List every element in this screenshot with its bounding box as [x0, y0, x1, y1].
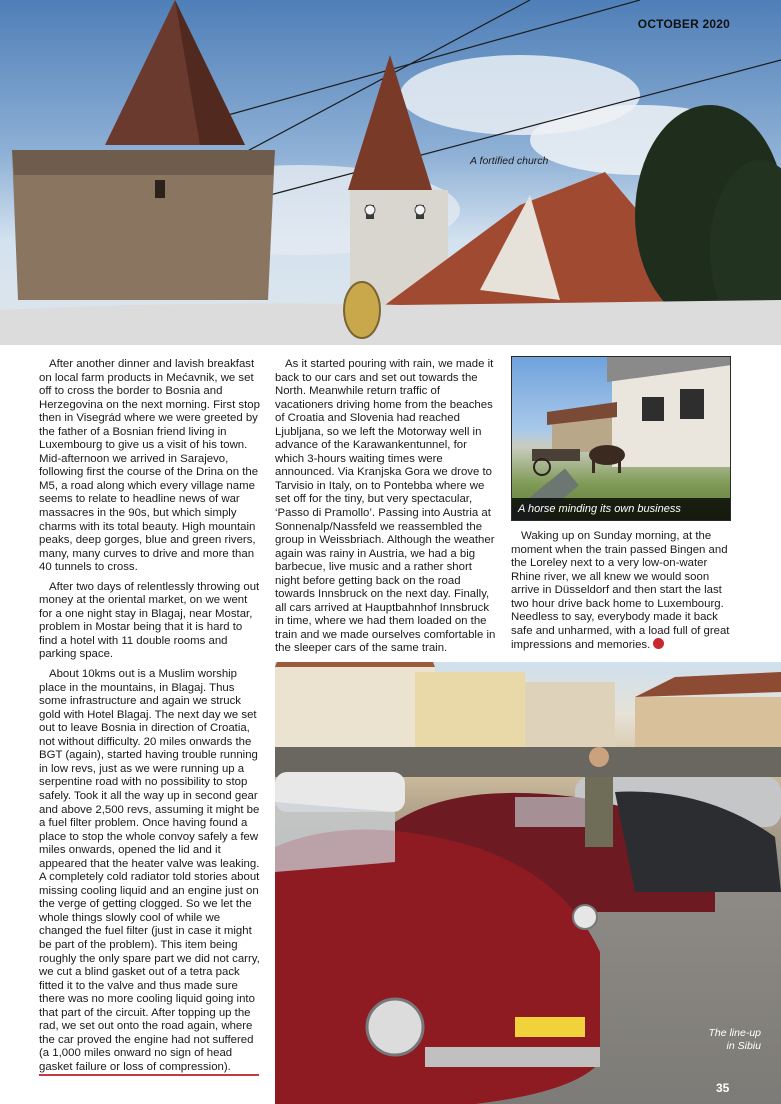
paragraph: After two days of relentlessly throwing out money at the oriental market, on we went for a one night stay in Blagaj, near Mostar, problem in Mostar being that it is hard to find a hotel with 11 double rooms and parking space.: [39, 580, 260, 661]
hero-illustration: [0, 0, 781, 345]
issue-date: OCTOBER 2020: [637, 17, 730, 31]
hero-photo-fortified-church: [0, 0, 781, 345]
horse-photo-caption: A horse minding its own business: [512, 498, 730, 520]
paragraph-text: Waking up on Sunday morning, at the moment when the train passed Bingen and the Loreley next to a very low-on-water Rhine river, we all knew we would soon arrive in Düsseldorf and then start the last two hour drive back home to Luxembourg. Needless to say, everybody made it back safe and unharmed, with a load full of great impressions and memories.: [511, 530, 730, 652]
article-end-mark-icon: [653, 638, 664, 649]
caption-line: The line-up: [708, 1027, 761, 1039]
article-column-3: [511, 530, 731, 659]
cars-photo-caption: [708, 1027, 761, 1053]
footer-divider: [39, 1074, 259, 1076]
hero-caption: A fortified church: [470, 155, 549, 167]
paragraph: About 10kms out is a Muslim worship place in the mountains, in Blagaj. Thus some infrastructure and again we struck gold with Hotel Blagaj. The next day we set out to leave Bosnia in direction of Croatia, not without difficulty. 20 miles onwards the BGT (again), started having trouble running in low revs, just as we were running up a serpentine road with no possibility to stop safely. Took it all the way up in second gear and above 2,500 revs, assuming it might be a fuel filter problem. Once having found a place to stop the whole convoy safely a few miles onwards, opened the lid and it appeared that the heater valve was leaking. A completely cold radiator told stories about missing cooling liquid and an engine just on the verge of getting clogged. So we let the whole things slowly cool of while we changed the fuel filter (just in case it might be part of the problem). This item being roughly the only spare part we did not carry, we cut a blind gasket out of a tetra pack fitted it to the valve and thus made sure there was no more cooling liquid going into that part of the circuit. After topping up the rad, we set out onto the road again, where the car proved the engine had not suffered (a 1,000 miles onward no sign of head gasket failure or loss of compression).: [39, 668, 260, 1073]
paragraph: [511, 530, 731, 653]
caption-line: in Sibiu: [726, 1040, 761, 1052]
article-column-2: [275, 358, 497, 662]
article-column-1: [39, 358, 261, 1080]
paragraph: After another dinner and lavish breakfast on local farm products in Mećavnik, we set off to cross the border to Bosnia and Herzegovina on the next morning. First stop then in Visegrád where we were greeted by the father of a Bosnian friend living in Luxembourg to give us a visit of his town. Mid-afternoon we arrived in Sarajevo, following first the course of the Drina on the M5, a road along which every village name seems to relate to headline news of war massacres in the 90s, but which simply charms with its total beauty. High mountain peaks, deep gorges, blue and green rivers, many, many curves to drive and more than 40 tunnels to cross.: [39, 358, 260, 574]
paragraph: As it started pouring with rain, we made it back to our cars and set out towards the North. Meanwhile return traffic of vacationers driving home from the beaches of Croatia and Slovenia had reached Ljubljana, so we left the Motorway well in advance of the Karawankentunnel, for which 3-hours waiting times were announced. Via Kranjska Gora we drove to Tarvisio in Italy, on to Pontebba where we set off for the tiny, but very spectacular, ‘Passo di Pramollo’. Passing into Austria at Sonnenalp/Nassfeld we reassembled the group in Weissbriach. Although the weather again was rainy in Austria, we had a big barbecue, live music and a rather short night before getting back on the road towards Innsbruck on the next day. Finally, all cars arrived at Hauptbahnhof Innsbruck in time, where we had them loaded on the train and we made ourselves comfortable in the sleeper cars of the same train.: [275, 358, 496, 655]
photo-cars-lineup: [275, 662, 781, 1104]
cars-illustration: [275, 662, 781, 1104]
photo-horse: [511, 356, 731, 521]
page-number: 35: [716, 1081, 730, 1095]
horse-illustration: [512, 357, 731, 521]
